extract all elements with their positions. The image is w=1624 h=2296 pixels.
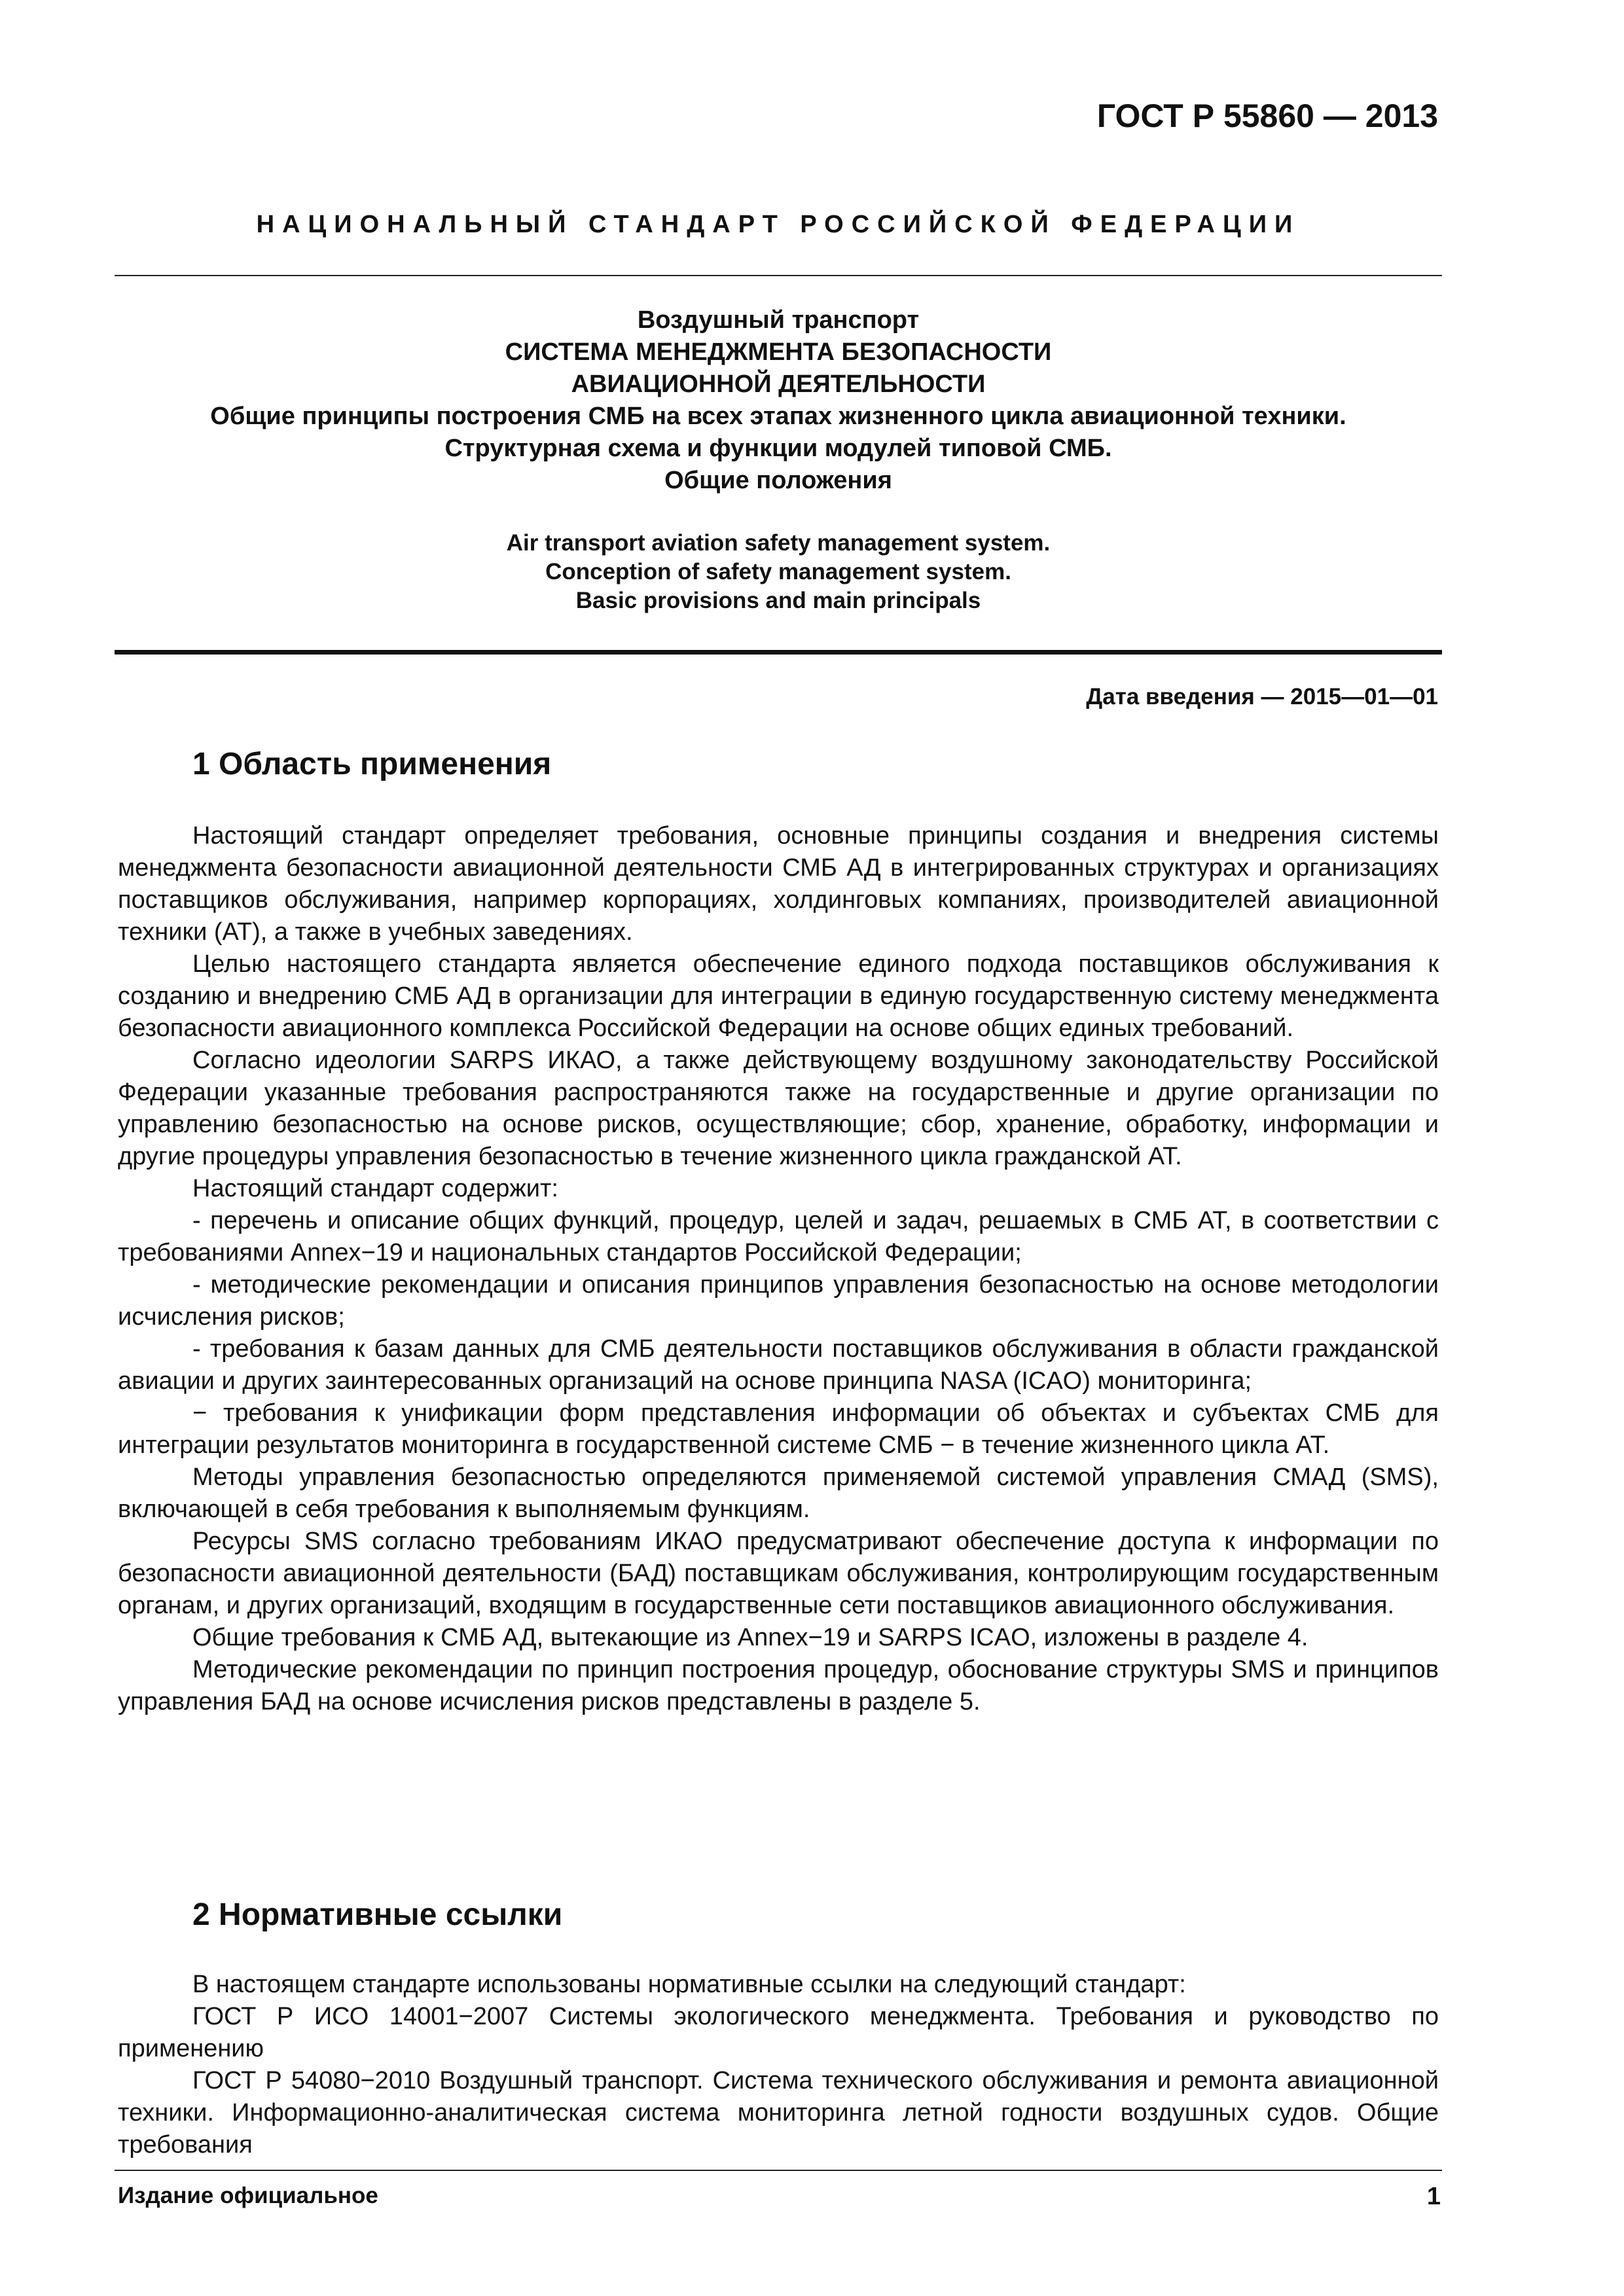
reference-item: ГОСТ Р 54080−2010 Воздушный транспорт. Система технического обслуживания и ремонта авиационной техники. Информационно-аналитическая система мониторинга летной годности воздушных судов. Общие требования [118, 2067, 1439, 2159]
section-2-heading: 2 Нормативные ссылки [192, 1897, 563, 1932]
english-title-line: Air transport aviation safety management system. [506, 530, 1051, 556]
list-item: − требования к унификации форм представления информации об объектах и субъектах СМБ для интеграции результатов мониторинга в государственной системе СМБ − в течение жизненного цикла АТ. [118, 1399, 1439, 1459]
paragraph: Согласно идеологии SARPS ИКАО, а также действующему воздушному законодательству Российской Федерации указанные требования распространяются также на государственные и другие организации по управлению безопасностью на основе рисков, осуществляющие; сбор, хранение, обработку, информации и другие процедуры управления безопасностью в течение жизненного цикла гражданской АТ. [118, 1047, 1439, 1170]
gost-number: ГОСТ Р 55860 — 2013 [1096, 98, 1438, 134]
title-divider [115, 650, 1442, 655]
reference-item: ГОСТ Р ИСО 14001−2007 Системы экологического менеджмента. Требования и руководство по применению [118, 2003, 1439, 2062]
title-line: АВИАЦИОННОЙ ДЕЯТЕЛЬНОСТИ [571, 370, 986, 398]
english-title-line: Conception of safety management system. [545, 559, 1011, 584]
paragraph: Целью настоящего стандарта является обеспечение единого подхода поставщиков обслуживания к созданию и внедрению СМБ АД в организации для интеграции в единую государственную систему менеджмента безопасности авиационного комплекса Российской Федерации на основе общих единых требований. [118, 950, 1439, 1042]
list-item: - методические рекомендации и описания принципов управления безопасностью на основе методологии исчисления рисков; [118, 1271, 1439, 1331]
paragraph: В настоящем стандарте использованы нормативные ссылки на следующий стандарт: [192, 1971, 1186, 1998]
title-line: Воздушный транспорт [637, 306, 920, 334]
footer-divider [115, 2170, 1442, 2171]
header-divider [115, 275, 1442, 276]
title-line: Общие положения [664, 467, 892, 494]
english-title-line: Basic provisions and main principals [575, 588, 981, 613]
section-2-body [118, 1969, 1439, 2161]
title-line: СИСТЕМА МЕНЕДЖМЕНТА БЕЗОПАСНОСТИ [505, 338, 1052, 366]
paragraph: Ресурсы SMS согласно требованиям ИКАО предусматривают обеспечение доступа к информации по безопасности авиационной деятельности (БАД) поставщикам обслуживания, контролирующим государственным органам, и других организаций, входящим в государственные сети поставщиков авиационного обслуживания. [118, 1528, 1439, 1619]
title-line: Общие принципы построения СМБ на всех этапах жизненного цикла авиационной техники. [210, 403, 1346, 430]
paragraph: Методические рекомендации по принцип построения процедур, обоснование структуры SMS и принципов управления БАД на основе исчисления рисков представлены в разделе 5. [118, 1656, 1439, 1715]
page-number: 1 [1426, 2183, 1441, 2210]
english-title [115, 529, 1442, 615]
list-item: - требования к базам данных для СМБ деятельности поставщиков обслуживания в области гражданской авиации и других заинтересованных организаций на основе принципа NASA (ICAO) мониторинга; [118, 1335, 1439, 1395]
document-title [115, 304, 1442, 497]
national-standard-title: НАЦИОНАЛЬНЫЙ СТАНДАРТ РОССИЙСКОЙ ФЕДЕРАЦИИ [256, 211, 1301, 238]
edition-label: Издание официальное [118, 2183, 378, 2208]
title-line: Структурная схема и функции модулей типовой СМБ. [444, 435, 1112, 462]
introduction-date: Дата введения — 2015—01—01 [1086, 684, 1438, 709]
paragraph: Настоящий стандарт содержит: [192, 1175, 558, 1202]
section-1-body [118, 820, 1439, 1718]
paragraph: Настоящий стандарт определяет требования, основные принципы создания и внедрения системы менеджмента безопасности авиационной деятельности СМБ АД в интегрированных структурах и организациях поставщиков обслуживания, например корпорациях, холдинговых компаниях, производителей авиационной техники (АТ), а также в учебных заведениях. [118, 822, 1439, 946]
paragraph: Методы управления безопасностью определяются применяемой системой управления СМАД (SMS), включающей в себя требования к выполняемым функциям. [118, 1463, 1439, 1523]
list-item: - перечень и описание общих функций, процедур, целей и задач, решаемых в СМБ АТ, в соответствии с требованиями Annex−19 и национальных стандартов Российской Федерации; [118, 1207, 1439, 1266]
paragraph: Общие требования к СМБ АД, вытекающие из Annex−19 и SARPS ICAO, изложены в разделе 4. [192, 1624, 1308, 1651]
section-1-heading: 1 Область применения [192, 747, 552, 781]
